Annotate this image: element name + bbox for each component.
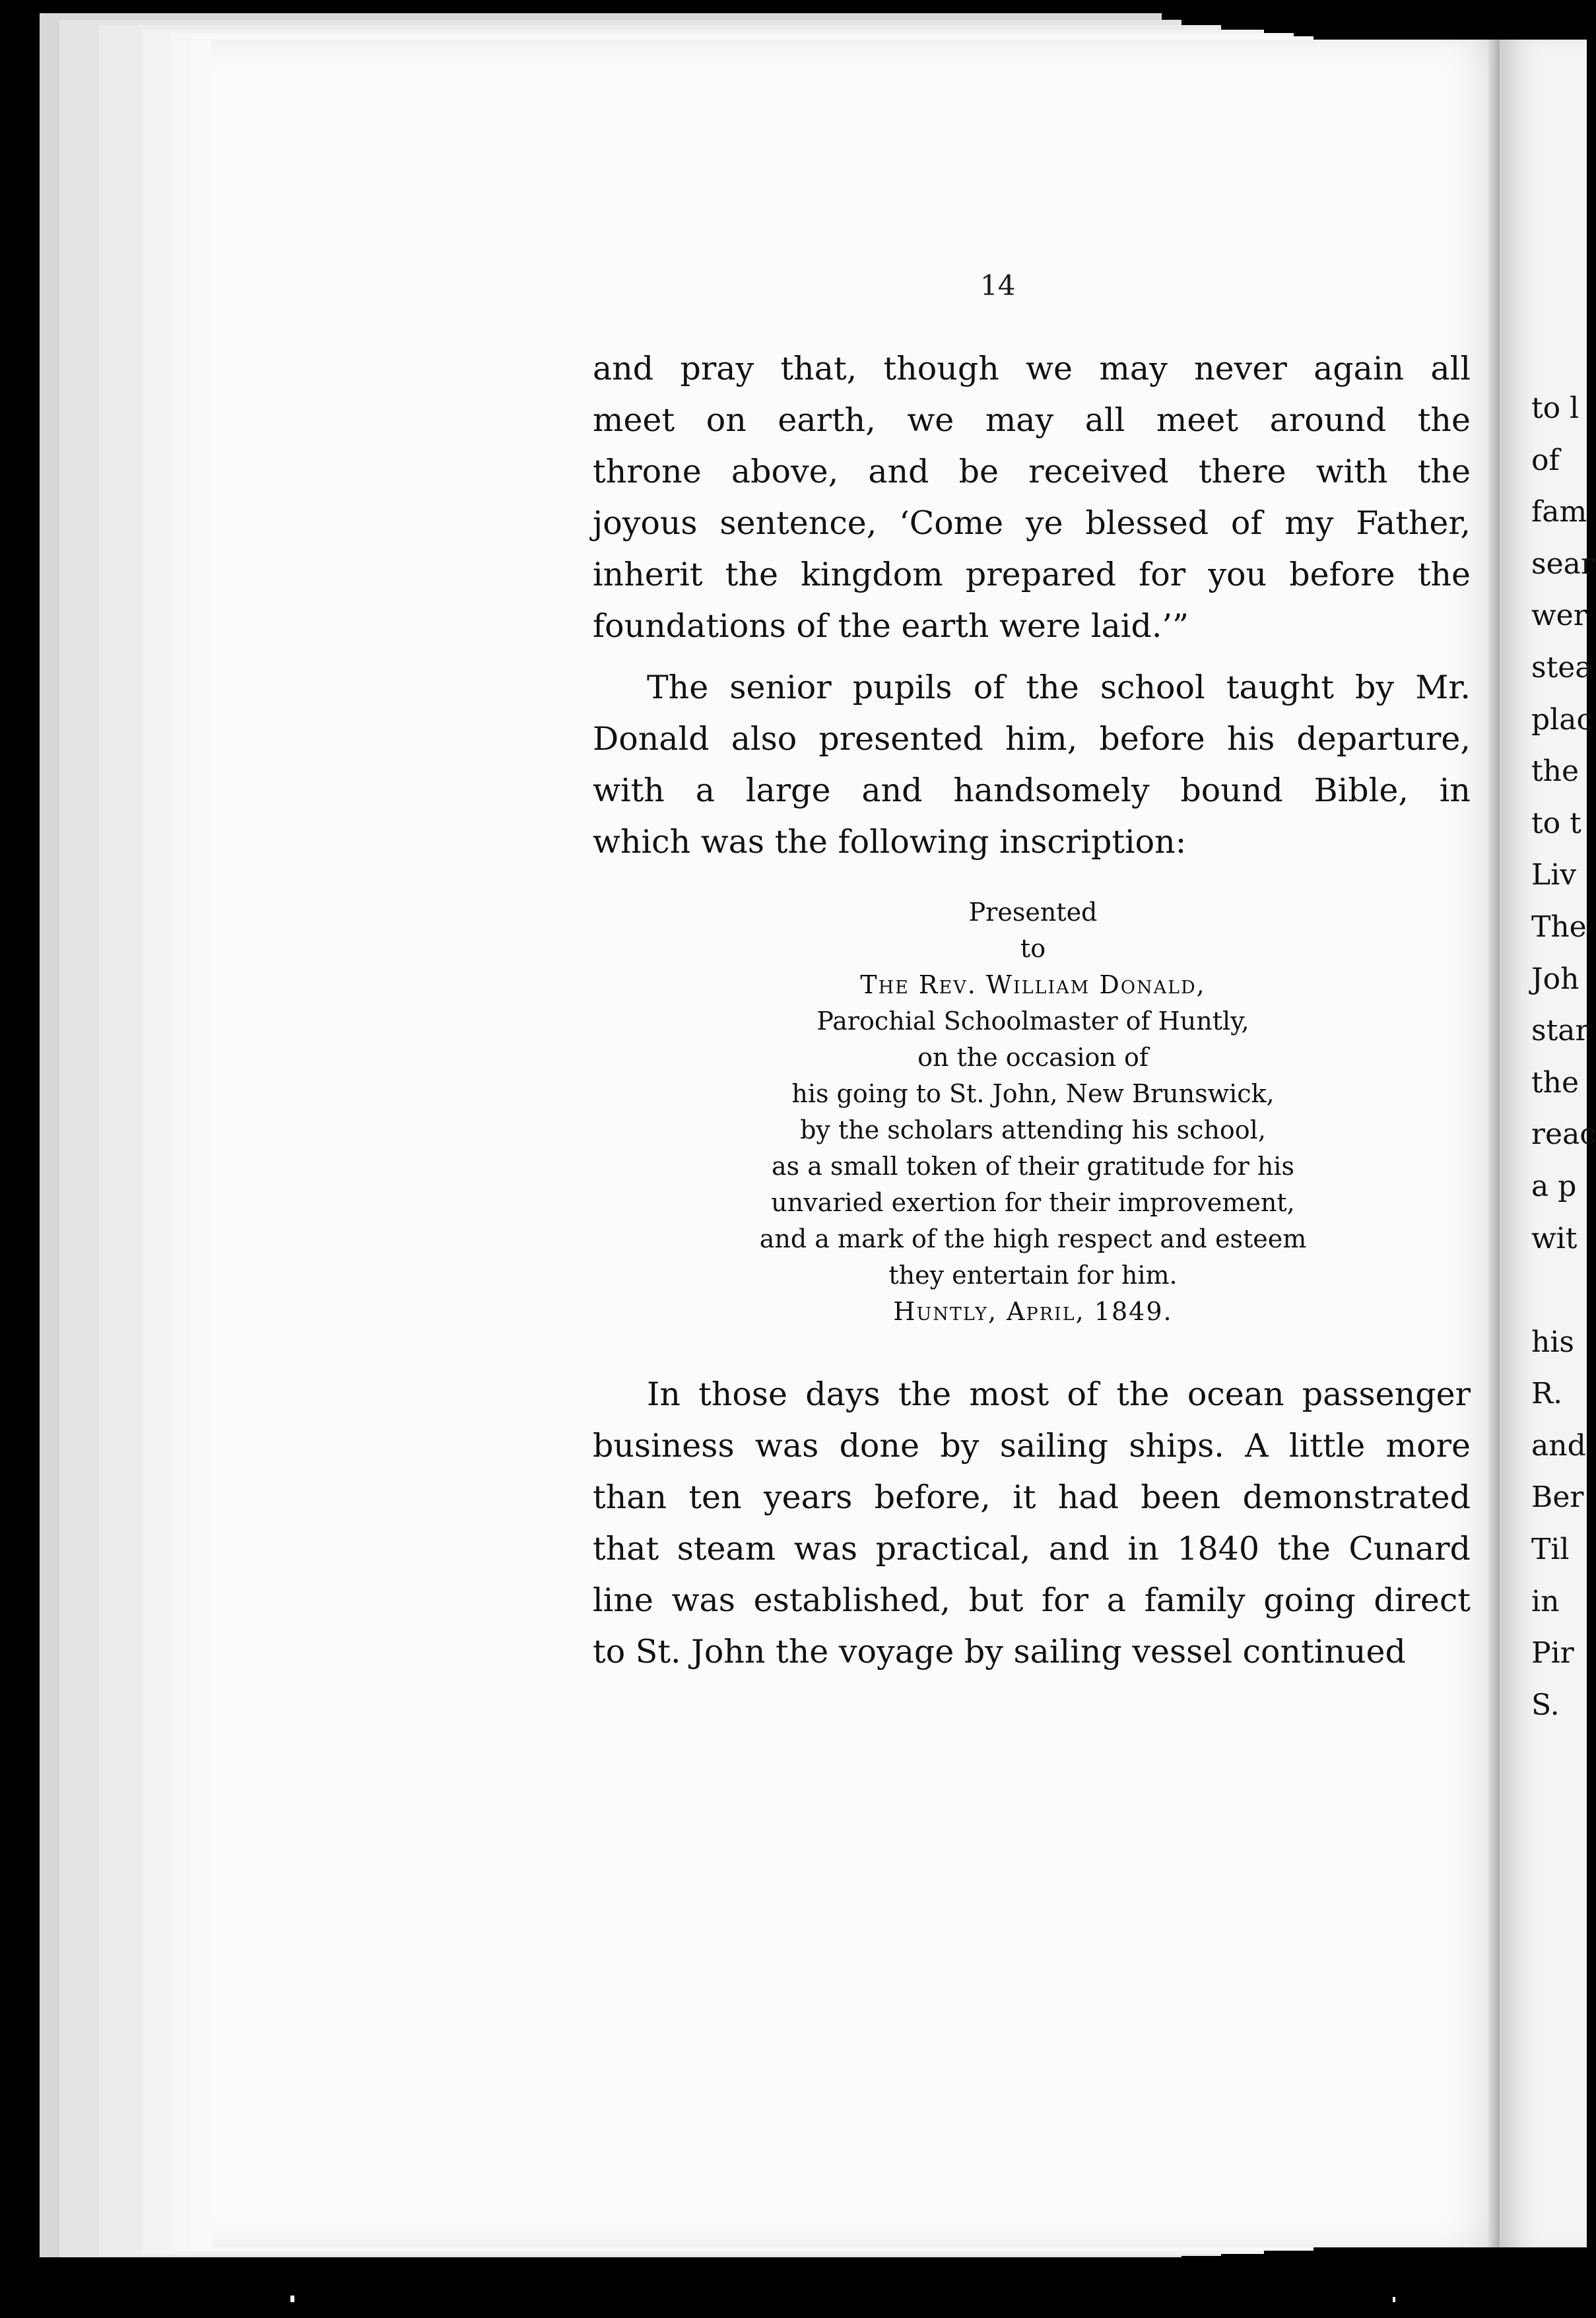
paragraph-3 [593, 1369, 1471, 1678]
right-page-fragment [1531, 1265, 1596, 1317]
inscription-line: unvaried exertion for their improvement, [771, 1188, 1295, 1217]
text-line: meet on earth, we may all meet around the [593, 401, 1471, 439]
right-page-fragment: S. [1531, 1688, 1560, 1722]
inscription-line: by the scholars attending his school, [800, 1115, 1266, 1144]
right-page [1500, 40, 1596, 2247]
text-line: Donald also presented him, before his departure, [593, 720, 1471, 758]
inscription-line: Parochial Schoolmaster of Huntly, [816, 1007, 1249, 1036]
inscription-line: his going to St. John, New Brunswick, [791, 1079, 1275, 1108]
inscription-line: and a mark of the high respect and esteem [759, 1224, 1307, 1253]
right-page-fragment: The [1531, 910, 1587, 944]
right-page-fragment: Joh [1531, 962, 1579, 996]
right-page-fragment: his [1531, 1325, 1574, 1359]
right-page-fragment: and [1531, 1428, 1586, 1463]
inscription-line: they entertain for him. [888, 1261, 1178, 1290]
right-page-fragment: star [1531, 1014, 1589, 1048]
right-page-fragment: the [1531, 754, 1579, 789]
right-page-fragment: stea [1531, 650, 1593, 684]
text-line: line was established, but for a family going direct [593, 1581, 1471, 1619]
text-line: joyous sentence, ‘Come ye blessed of my Father, [593, 504, 1471, 542]
right-page-fragment: the [1531, 1065, 1579, 1100]
inscription-line: as a small token of their gratitude for his [772, 1152, 1294, 1181]
inscription-line: Presented [968, 898, 1098, 927]
text-line: throne above, and be received there with the [593, 453, 1471, 490]
inscription-line: to [1020, 934, 1046, 963]
scan-speck [290, 2296, 294, 2302]
text-line: than ten years before, it had been demonstrated [593, 1478, 1471, 1516]
right-page-fragment: R. [1531, 1377, 1563, 1411]
right-page-fragment: wer [1531, 599, 1587, 633]
right-page-fragment: Til [1531, 1533, 1570, 1567]
inscription-line: on the occasion of [917, 1043, 1148, 1072]
right-page-fragment: fam [1531, 495, 1587, 529]
text-line: business was done by sailing ships. A little more [593, 1427, 1471, 1465]
text-line: foundations of the earth were laid.’” [593, 607, 1189, 645]
inscription-line: Huntly, April, 1849. [893, 1297, 1173, 1326]
text-line: that steam was practical, and in 1840 the Cunard [593, 1530, 1471, 1568]
right-page-fragment: to l [1531, 391, 1579, 425]
text-line: which was the following inscription: [593, 823, 1187, 861]
scan-speck [1393, 2297, 1395, 2302]
text-line: and pray that, though we may never again all [593, 350, 1471, 387]
right-page-fragment: a p [1531, 1169, 1577, 1203]
text-line: In those days the most of the ocean passenger [647, 1375, 1471, 1413]
right-page-fragment: wit [1531, 1221, 1578, 1255]
right-page-fragment: reac [1531, 1117, 1596, 1152]
right-page-text [1531, 383, 1596, 1731]
right-page-fragment: to t [1531, 806, 1581, 840]
paragraph-1 [593, 343, 1471, 652]
text-line: inherit the kingdom prepared for you before the [593, 556, 1471, 593]
bible-inscription [653, 894, 1413, 1330]
right-page-fragment: of [1531, 443, 1560, 477]
inscription-line: The Rev. William Donald, [860, 970, 1206, 999]
right-page-fragment: plac [1531, 702, 1593, 737]
right-page-fragment: in [1531, 1584, 1560, 1618]
page-number: 14 [980, 269, 1016, 302]
right-page-fragment: Ber [1531, 1480, 1584, 1515]
text-line: to St. John the voyage by sailing vessel continued [593, 1633, 1406, 1671]
paragraph-2 [593, 662, 1471, 868]
text-line: with a large and handsomely bound Bible, in [593, 772, 1471, 809]
right-page-fragment: Liv [1531, 858, 1577, 892]
right-page-fragment: sear [1531, 546, 1595, 581]
right-page-fragment: Pir [1531, 1636, 1574, 1671]
text-line: The senior pupils of the school taught by Mr. [647, 669, 1471, 706]
